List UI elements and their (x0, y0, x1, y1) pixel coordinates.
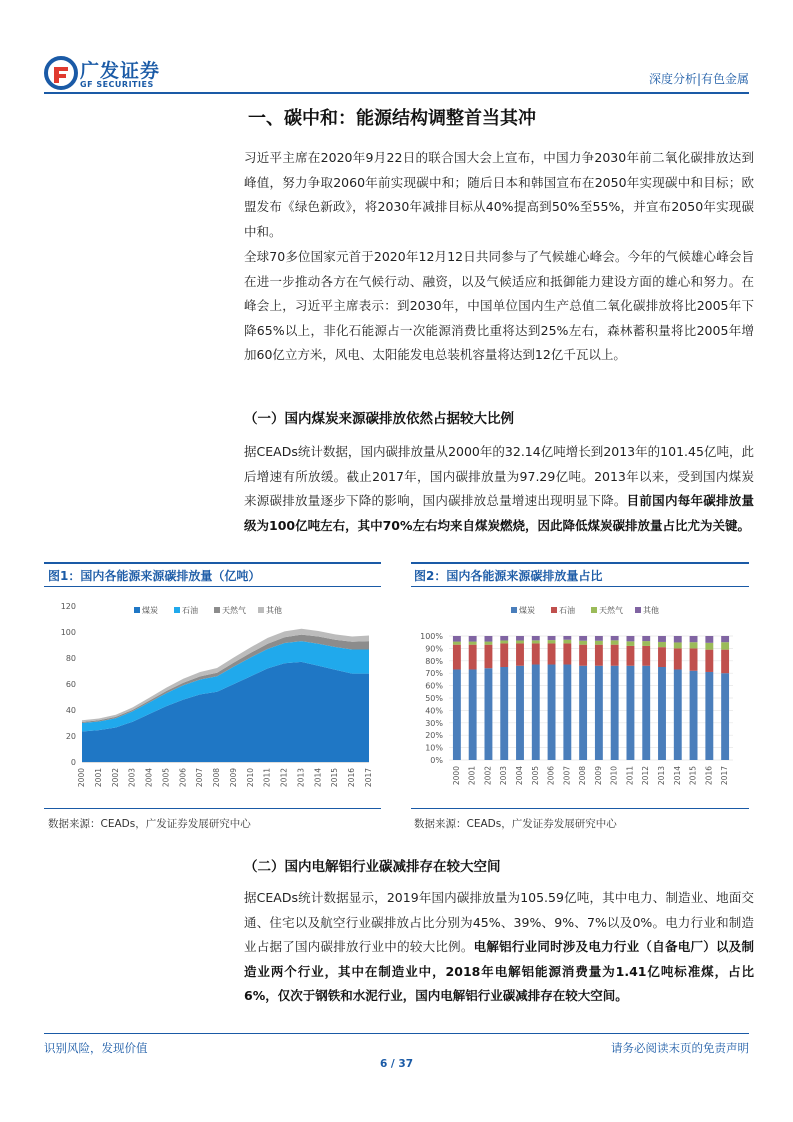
fig2-bar-segment (469, 642, 477, 645)
fig1-bottom-rule (44, 808, 381, 809)
fig2-bar-segment (485, 645, 493, 669)
fig2-bar-segment (705, 643, 713, 650)
gf-logo-icon (44, 56, 78, 90)
fig1-legend-swatch (174, 607, 180, 613)
fig2-xtick-label: 2010 (609, 766, 619, 786)
report-type: 深度分析|有色金属 (648, 72, 749, 86)
fig1-xtick-label: 2014 (313, 768, 323, 788)
fig2-legend-label: 煤炭 (519, 606, 535, 615)
fig1-legend-swatch (134, 607, 140, 613)
fig2-bar-segment (532, 636, 540, 640)
fig2-bar-segment (595, 641, 603, 645)
fig2-bar-segment (453, 645, 461, 670)
fig2-bar-segment (611, 636, 619, 640)
fig2-bar-segment (485, 636, 493, 642)
fig2-bar-segment (690, 648, 698, 670)
fig2-bar-segment (721, 636, 729, 642)
fig2-bar-segment (485, 668, 493, 760)
fig2-xtick-label: 2012 (641, 766, 651, 786)
fig2-bar-segment (721, 673, 729, 760)
fig2-bar-segment (674, 642, 682, 648)
fig2-xtick-label: 2008 (578, 766, 588, 786)
fig1-legend-label: 其他 (266, 606, 282, 615)
fig1-title-rule (44, 586, 381, 587)
fig2-ytick-label: 0% (430, 756, 443, 765)
footer-slogan: 识别风险，发现价值 (44, 1041, 148, 1055)
fig2-bar-segment (563, 643, 571, 664)
fig2-bar-segment (516, 636, 524, 640)
footer-disclaimer: 请务必阅读末页的免责声明 (611, 1041, 749, 1055)
fig2-bar-segment (690, 636, 698, 642)
fig1-xtick-label: 2003 (127, 768, 137, 788)
fig2-legend-label: 石油 (559, 606, 575, 615)
fig2-legend-label: 其他 (643, 606, 659, 615)
fig2-bar-segment (627, 646, 635, 666)
fig2-bar-segment (721, 642, 729, 649)
fig1-legend-label: 天然气 (222, 606, 246, 615)
fig2-bar-segment (516, 640, 524, 643)
fig1-xtick-label: 2001 (93, 768, 103, 788)
fig1-legend-swatch (258, 607, 264, 613)
fig2-legend-swatch (551, 607, 557, 613)
fig2-title-rule (411, 586, 749, 587)
paragraph-1: 习近平主席在2020年9月22日的联合国大会上宣布，中国力争2030年前二氧化碳排放达到峰值，努力争取2060年前实现碳中和；随后日本和韩国宣布在2050年实现碳中和目标；欧盟发布《绿色新政》，将2030年减排目标从40%提高到50%至55%，并宣布2050年实现碳中和。 (244, 150, 754, 239)
fig2-bar-segment (690, 642, 698, 648)
fig2-bar-segment (658, 642, 666, 647)
fig2-bar-segment (705, 650, 713, 672)
fig2-ytick-label: 90% (425, 644, 443, 654)
fig2-bar-segment (642, 666, 650, 760)
paragraph-3-bold: 目前国内每年碳排放量级为100亿吨左右，其中70%左右均来自煤炭燃烧，因此降低煤炭碳排放量占比尤为关键。 (244, 493, 754, 533)
paragraph-4-text: 据CEADs统计数据显示，2019年国内碳排放量为105.59亿吨，其中电力、制造业、地面交通、住宅以及航空行业碳排放占比分别为45%、39%、9%、7%以及0%。电力行业和制造业占据了国内碳排放行业中的较大比例。 (244, 890, 754, 954)
paragraph-2: 全球70多位国家元首于2020年12月12日共同参与了气候雄心峰会。今年的气候雄心峰会旨在进一步推动各方在气候行动、融资，以及气候适应和抵御能力建设方面的雄心和努力。在峰会上，习近平主席表示：到2030年，中国单位国内生产总值二氧化碳排放将比2005年下降65%以上，非化石能源占一次能源消费比重将达到25%左右，森林蓄积量将比2005年增加60亿立方米，风电、太阳能发电总装机容量将达到12亿千瓦以上。 (244, 249, 754, 362)
fig2-xtick-label: 2002 (483, 766, 493, 786)
fig2-ytick-label: 50% (425, 694, 443, 703)
fig2-bar-segment (532, 665, 540, 760)
fig2-xtick-label: 2011 (625, 766, 635, 786)
fig1-chart (44, 592, 381, 802)
fig2-xtick-label: 2006 (546, 766, 556, 786)
fig2-bar-segment (658, 636, 666, 642)
fig1-top-rule (44, 562, 381, 564)
fig2-bar-segment (548, 640, 556, 643)
fig2-bar-segment (721, 650, 729, 674)
paragraph-3-text: 据CEADs统计数据，国内碳排放量从2000年的32.14亿吨增长到2013年的101.45亿吨，此后增速有所放缓。截止2017年，国内碳排放量为97.29亿吨。2013年以来，受到国内煤炭来源碳排放量逐步下降的影响，国内碳排放总量增速出现明显下降。 (244, 444, 754, 508)
fig1-xtick-label: 2016 (347, 768, 357, 788)
fig1-legend-swatch (214, 607, 220, 613)
fig2-bar-segment (453, 636, 461, 642)
fig2-bar-segment (469, 669, 477, 760)
fig2-bar-segment (642, 646, 650, 666)
fig1-ytick-label: 100 (60, 628, 76, 637)
fig2-bar-segment (548, 643, 556, 664)
fig2-bar-segment (658, 647, 666, 667)
fig2-bar-segment (469, 645, 477, 670)
fig2-xtick-label: 2009 (593, 766, 603, 786)
fig1-xtick-label: 2008 (212, 768, 222, 788)
fig2-bar-segment (658, 667, 666, 760)
fig2-ytick-label: 10% (425, 743, 443, 753)
header-divider (44, 92, 749, 94)
page-number: 6 / 37 (379, 1058, 414, 1070)
fig2-source: 数据来源：CEADs，广发证券发展研究中心 (414, 818, 617, 830)
fig1-ytick-label: 80 (65, 654, 76, 663)
fig1-xtick-label: 2013 (296, 768, 306, 788)
fig2-bar-segment (500, 667, 508, 760)
fig2-bar-segment (595, 645, 603, 666)
fig2-bottom-rule (411, 808, 749, 809)
fig1-ytick-label: 60 (65, 680, 76, 689)
fig1-xtick-label: 2010 (245, 768, 255, 788)
fig2-bar-segment (627, 636, 635, 641)
fig2-ytick-label: 40% (425, 706, 443, 716)
fig2-bar-segment (516, 666, 524, 760)
fig2-bar-segment (611, 640, 619, 644)
fig1-source: 数据来源：CEADs，广发证券发展研究中心 (48, 818, 251, 830)
fig1-xtick-label: 2002 (110, 768, 120, 788)
fig1-ytick-label: 120 (60, 602, 76, 611)
fig2-bar-segment (674, 669, 682, 760)
fig1-xtick-label: 2007 (195, 768, 205, 788)
fig2-xtick-label: 2003 (499, 766, 509, 786)
fig2-ytick-label: 20% (425, 731, 443, 741)
fig2-bar-segment (595, 666, 603, 760)
fig1-xtick-label: 2009 (228, 768, 238, 788)
paragraph-3 (244, 440, 754, 538)
fig2-xtick-label: 2013 (657, 766, 666, 786)
fig2-bar-segment (516, 643, 524, 665)
fig2-bar-segment (548, 636, 556, 640)
fig2-bar-segment (690, 671, 698, 760)
fig2-bar-segment (453, 642, 461, 645)
fig1-xtick-label: 2005 (161, 768, 171, 788)
fig2-bar-segment (579, 645, 587, 666)
fig2-bar-segment (500, 643, 508, 667)
paragraph-4-bold: 电解铝行业同时涉及电力行业（自备电厂）以及制造业两个行业，其中在制造业中，2018年电解铝能源消费量为1.41亿吨标准煤，占比6%，仅次于钢铁和水泥行业，国内电解铝行业碳减排存在较大空间。 (244, 939, 754, 1003)
fig2-bar-segment (453, 669, 461, 760)
fig2-bar-segment (705, 636, 713, 643)
fig2-bar-segment (627, 666, 635, 760)
fig2-bar-segment (532, 640, 540, 643)
footer-divider (44, 1033, 749, 1034)
fig2-bar-segment (469, 636, 477, 642)
fig2-ytick-label: 30% (425, 718, 443, 728)
fig2-xtick-label: 2005 (530, 766, 540, 786)
paragraph-4 (244, 886, 754, 1009)
fig2-xtick-label: 2007 (562, 766, 572, 786)
subsection-title-2: （二）国内电解铝行业碳减排存在较大空间 (244, 859, 501, 875)
fig2-bar-segment (642, 636, 650, 641)
fig1-xtick-label: 2004 (144, 768, 154, 788)
fig2-bar-segment (485, 642, 493, 645)
fig1-ytick-label: 0 (70, 758, 76, 767)
section-title: 一、碳中和：能源结构调整首当其冲 (248, 108, 536, 129)
fig2-bar-segment (500, 636, 508, 640)
fig1-xtick-label: 2017 (364, 768, 373, 788)
fig2-bar-segment (674, 636, 682, 642)
fig2-xtick-label: 2017 (720, 766, 730, 786)
logo-text-cn: 广发证券 (80, 60, 161, 82)
fig2-xtick-label: 2014 (672, 766, 682, 786)
fig2-bar-segment (579, 636, 587, 641)
subsection-title-1: （一）国内煤炭来源碳排放依然占据较大比例 (244, 411, 514, 427)
fig2-bar-segment (563, 640, 571, 644)
fig2-ytick-label: 100% (420, 632, 443, 641)
fig2-xtick-label: 2016 (704, 766, 714, 786)
fig1-xtick-label: 2006 (178, 768, 188, 788)
fig2-bar-segment (674, 648, 682, 669)
fig2-bar-segment (532, 643, 540, 664)
fig1-xtick-label: 2011 (262, 768, 272, 788)
fig2-xtick-label: 2015 (688, 766, 698, 786)
fig2-bar-segment (563, 665, 571, 760)
fig1-xtick-label: 2015 (330, 768, 340, 788)
fig2-bar-segment (627, 641, 635, 646)
fig1-legend-label: 石油 (182, 606, 198, 615)
fig2-bar-segment (500, 640, 508, 643)
fig2-top-rule (411, 562, 749, 564)
fig2-bar-segment (705, 672, 713, 760)
fig2-legend-swatch (511, 607, 517, 613)
fig2-ytick-label: 70% (425, 669, 443, 679)
fig2-ytick-label: 60% (425, 681, 443, 691)
fig2-bar-segment (548, 665, 556, 760)
fig1-ytick-label: 20 (65, 732, 76, 741)
fig2-bar-segment (579, 666, 587, 760)
fig2-xtick-label: 2001 (467, 766, 477, 786)
fig2-bar-segment (595, 636, 603, 641)
fig2-legend-label: 天然气 (599, 606, 623, 615)
fig2-title: 图2：国内各能源来源碳排放量占比 (414, 569, 603, 583)
fig2-xtick-label: 2000 (451, 766, 461, 786)
fig2-legend-swatch (591, 607, 597, 613)
fig2-bar-segment (579, 641, 587, 645)
logo-text-en: GF SECURITIES (80, 80, 154, 89)
fig2-bar-segment (563, 636, 571, 640)
fig2-bar-segment (642, 641, 650, 646)
fig1-xtick-label: 2012 (279, 768, 289, 788)
fig2-legend-swatch (635, 607, 641, 613)
fig1-legend-label: 煤炭 (142, 606, 158, 615)
fig1-title: 图1：国内各能源来源碳排放量（亿吨） (48, 569, 261, 583)
fig2-ytick-label: 80% (425, 656, 443, 666)
fig2-xtick-label: 2004 (515, 766, 524, 786)
fig1-xtick-label: 2000 (77, 768, 86, 788)
fig2-chart (411, 592, 749, 802)
fig2-bar-segment (611, 666, 619, 760)
fig2-bar-segment (611, 645, 619, 666)
fig1-ytick-label: 40 (65, 706, 76, 715)
